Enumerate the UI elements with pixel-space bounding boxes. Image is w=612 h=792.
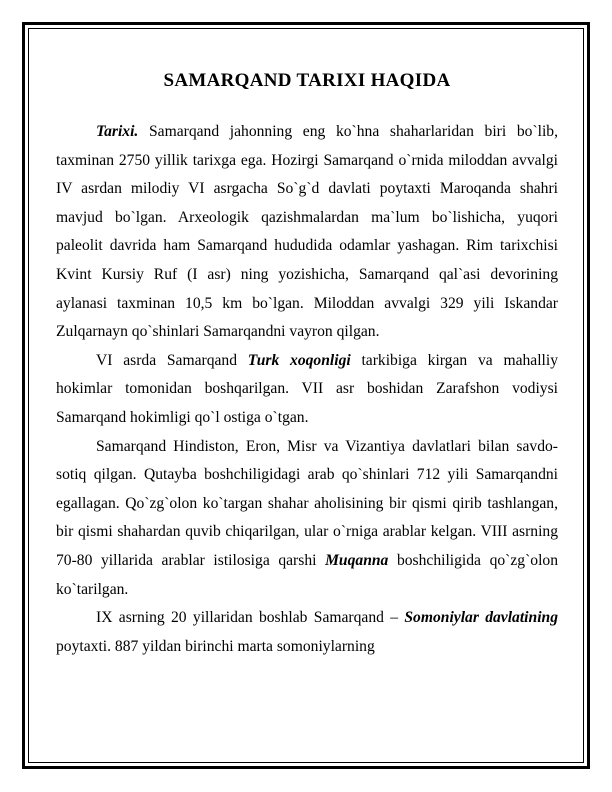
paragraph-text: tarkibiga kirgan va mahalliy hokimlar tomonidan boshqarilgan. VII asr boshidan Zarafshon vodiysi Samarqand hokimligi qo`l ostiga o`tgan. [56, 351, 559, 426]
paragraph-text: Samarqand Hindiston, Eron, Misr va Vizantiya davlatlari bilan savdo-sotiq qilgan. Qutayba boshchiligidagi arab qo`shinlari 712 yili Samarqandni egallagan. Qo`zg`olon ko`targan shahar aholisining bir qismi qirib tashlangan, bir qismi shahardan quvib chiqarilgan, ular o`rniga arablar kelgan. VIII asrning 70-80 yillarida arablar istilosiga qarshi [56, 437, 558, 569]
paragraph-text: poytaxti. 887 yildan birinchi marta somoniylarning [56, 637, 375, 655]
document-body [56, 68, 558, 661]
paragraph-text: Samarqand jahonning eng ko`hna shaharlaridan biri bo`lib, taxminan 2750 yillik tarixga ega. Hozirgi Samarqand o`rnida miloddan avvalgi IV asrdan milodiy VI asrgacha So`g`d davlati poytaxti Maroqanda shahri mavjud bo`lgan. Arxeologik qazishmalardan ma`lum bo`lishicha, yuqori paleolit davrida ham Samarqand hududida odamlar yashagan. Rim tarixchisi Kvint Kursiy Ruf (I asr) ning yozishicha, Samarqand qal`asi devorining aylanasi taxminan 10,5 km bo`lgan. Miloddan avvalgi 329 yili Iskandar Zulqarnayn qo`shinlari Samarqandni vayron qilgan. [56, 123, 558, 341]
paragraph-lead: Tarixi. [96, 123, 139, 140]
paragraph-text: VI asrda Samarqand [96, 351, 248, 369]
emphasis-term: Muqanna [325, 551, 389, 569]
paragraph-turk-xoqonligi [56, 347, 558, 433]
paragraph-text: IX asrning 20 yillaridan boshlab Samarqand – [96, 609, 405, 627]
document-title: SAMARQAND TARIXI HAQIDA [163, 70, 451, 91]
emphasis-term: Somoniylar davlatining [404, 609, 558, 627]
emphasis-term: Turk xoqonligi [247, 351, 351, 369]
paragraph-text: boshchiligida qo`zg`olon ko`tarilgan. [56, 551, 558, 598]
paragraph-somoniylar [56, 604, 558, 661]
paragraph-savdo [56, 433, 558, 605]
paragraph-tarixi [56, 118, 558, 347]
